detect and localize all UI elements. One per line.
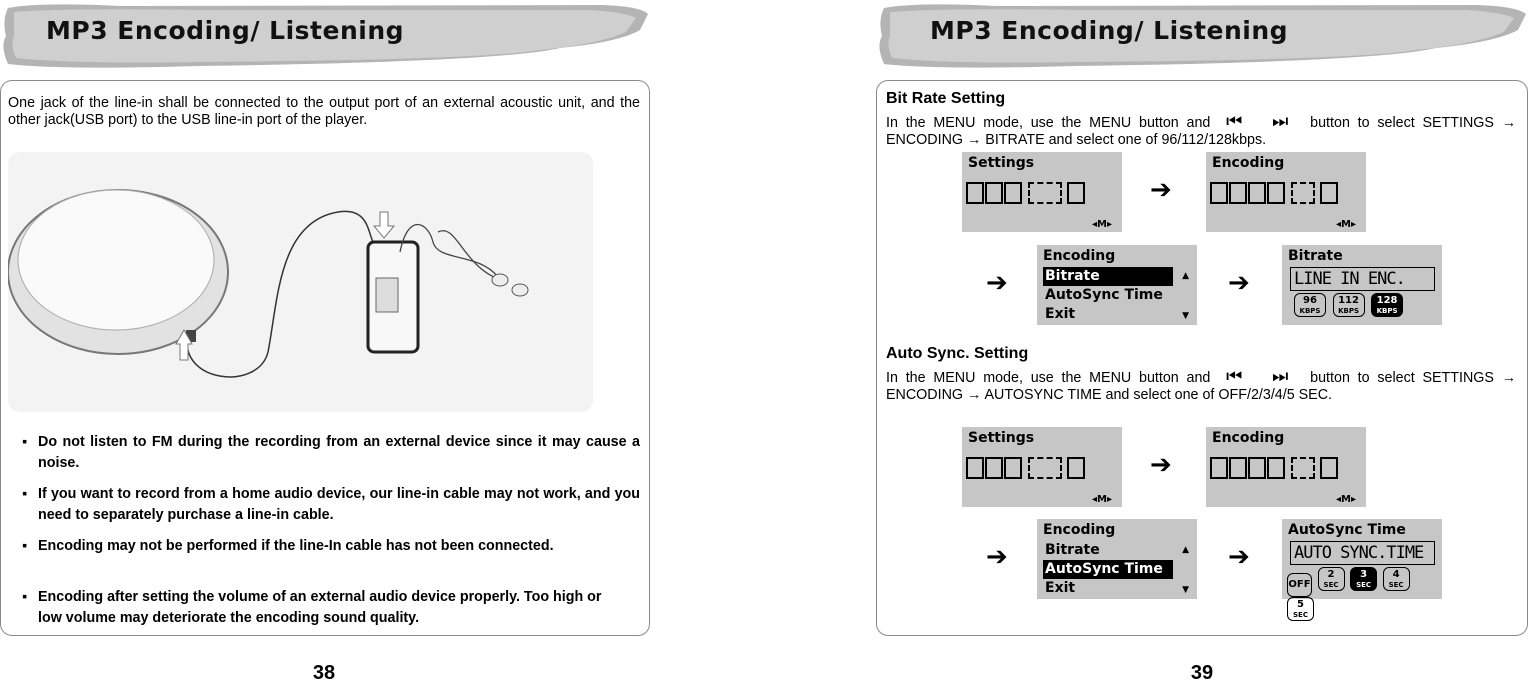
bitrate-option-selected <box>1371 293 1403 317</box>
left-banner-title: MP3 Encoding/ Listening <box>46 16 405 45</box>
prev-track-icon: ⏮ <box>1226 366 1243 386</box>
display-icon <box>1248 457 1266 479</box>
level-icon <box>1320 457 1338 479</box>
eq-icon <box>1229 457 1247 479</box>
encoding-icons <box>1210 182 1362 214</box>
display-icon <box>1248 182 1266 204</box>
back-icon <box>1210 457 1228 479</box>
screen-title: Encoding <box>1043 522 1116 538</box>
settings-screen <box>962 152 1122 232</box>
note-text: Encoding may not be performed if the line-In cable has not been connected. <box>38 538 554 554</box>
note-text: If you want to record from a home audio device, our line-in cable may not work, and you need to separately purchase a line-in cable. <box>38 486 640 523</box>
note-item <box>22 536 640 557</box>
arrow-icon: ➔ <box>1150 450 1172 480</box>
page-number-left: 38 <box>312 662 336 684</box>
autosync-value: 4 <box>1392 569 1400 580</box>
autosync-value: 2 <box>1327 569 1335 580</box>
encoding-menu-screen <box>1037 245 1197 325</box>
bitrate-instructions <box>886 113 1516 148</box>
bitrate-text-a: In the MENU mode, use the MENU button and <box>886 115 1211 131</box>
scroll-up-icon: ▲ <box>1182 271 1189 281</box>
menu-item-autosync: AutoSync Time <box>1045 287 1163 303</box>
nav-marker: ◂M▸ <box>1092 219 1112 230</box>
autosync-text-a: In the MENU mode, use the MENU button and <box>886 370 1211 386</box>
note-text: Do not listen to FM during the recording from an external device since it may cause a noise. <box>38 434 640 471</box>
autosync-unit: SEC <box>1293 611 1308 619</box>
scroll-up-icon: ▲ <box>1182 545 1189 555</box>
menu-item-bitrate: Bitrate <box>1043 267 1173 286</box>
bitrate-option <box>1333 293 1365 317</box>
bitrate-display: LINE IN ENC. <box>1290 267 1435 291</box>
screen-title: Bitrate <box>1288 248 1343 264</box>
autosync-heading: Auto Sync. Setting <box>886 345 1029 362</box>
autosync-display: AUTO SYNC.TIME <box>1290 541 1435 565</box>
encoding-screen <box>1206 152 1366 232</box>
autosync-option-off <box>1287 573 1312 597</box>
nav-marker: ◂M▸ <box>1336 219 1356 230</box>
arrow-icon: ➔ <box>986 268 1008 298</box>
note-item <box>22 432 640 474</box>
autosync-off-label: OFF <box>1288 579 1311 590</box>
clock-icon <box>1267 182 1285 204</box>
music-note-icon <box>1291 182 1315 204</box>
play-icon <box>966 457 984 479</box>
settings-screen <box>962 427 1122 507</box>
settings-icons <box>966 457 1118 489</box>
bitrate-screen <box>1282 245 1442 325</box>
bitrate-heading: Bit Rate Setting <box>886 90 1006 107</box>
connection-diagram <box>8 152 593 412</box>
menu-item-bitrate: Bitrate <box>1045 542 1100 558</box>
arrow-icon: ➔ <box>986 542 1008 572</box>
menu-item-exit: Exit <box>1045 306 1076 322</box>
screen-title: Settings <box>968 430 1035 446</box>
bitrate-unit: KBPS <box>1299 307 1321 315</box>
scroll-down-icon: ▼ <box>1182 585 1189 595</box>
encoding-menu <box>1043 541 1191 598</box>
autosync-option-selected <box>1350 567 1377 591</box>
right-banner <box>876 0 1528 74</box>
left-banner <box>0 0 650 74</box>
trash-icon <box>1004 182 1022 204</box>
settings-icons <box>966 182 1118 214</box>
right-banner-title: MP3 Encoding/ Listening <box>930 16 1289 45</box>
autosync-unit: SEC <box>1388 581 1404 589</box>
music-note-icon <box>1291 457 1315 479</box>
autosync-unit: SEC <box>1323 581 1339 589</box>
autosync-value: 5 <box>1297 599 1304 610</box>
mic-icon <box>985 182 1003 204</box>
trash-icon <box>1004 457 1022 479</box>
bullet: ▪ <box>22 486 28 502</box>
bitrate-unit: KBPS <box>1338 307 1359 315</box>
menu-item-autosync: AutoSync Time <box>1043 560 1173 579</box>
next-track-icon: ⏭ <box>1272 111 1289 131</box>
arrow-icon: ➔ <box>1228 268 1250 298</box>
note-item <box>22 587 618 629</box>
encoding-menu-screen <box>1037 519 1197 599</box>
note-item <box>22 484 640 526</box>
autosync-text-b: button to select SETTINGS → ENCODING → AUTOSYNC TIME and select one of OFF/2/3/4/5 SEC. <box>886 370 1517 403</box>
autosync-screen <box>1282 519 1442 619</box>
clock-icon <box>1267 457 1285 479</box>
back-icon <box>1210 182 1228 204</box>
level-icon <box>1320 182 1338 204</box>
menu-item-exit: Exit <box>1045 580 1076 596</box>
screen-title: Settings <box>968 155 1035 171</box>
encoding-screen <box>1206 427 1366 507</box>
encoding-icons <box>1210 457 1362 489</box>
bitrate-value: 112 <box>1338 295 1359 306</box>
screen-title: Encoding <box>1043 248 1116 264</box>
autosync-option <box>1287 597 1314 621</box>
line-in-connection-illustration <box>8 152 593 412</box>
exit-icon <box>1067 182 1085 204</box>
screen-title: AutoSync Time <box>1288 522 1406 538</box>
arrow-icon: ➔ <box>1150 175 1172 205</box>
bullet: ▪ <box>22 434 28 450</box>
autosync-option <box>1318 567 1345 591</box>
nav-marker: ◂M▸ <box>1336 494 1356 505</box>
eq-icon <box>1229 182 1247 204</box>
autosync-option <box>1383 567 1410 591</box>
bitrate-text-b: button to select SETTINGS → ENCODING → BITRATE and select one of 96/112/128kbps. <box>886 115 1517 148</box>
intro-text: One jack of the line-in shall be connected to the output port of an external acoustic unit, and the other jack(USB port) to the USB line-in port of the player. <box>8 95 640 128</box>
page-number-right: 39 <box>1190 662 1214 684</box>
prev-track-icon: ⏮ <box>1226 111 1243 131</box>
next-track-icon: ⏭ <box>1272 366 1289 386</box>
bitrate-option <box>1294 293 1326 317</box>
bullet: ▪ <box>22 538 28 554</box>
bullet: ▪ <box>22 589 28 605</box>
bitrate-unit: KBPS <box>1376 307 1398 315</box>
screen-title: Encoding <box>1212 430 1285 446</box>
bitrate-value: 128 <box>1376 295 1398 306</box>
bitrate-options <box>1294 293 1405 317</box>
encoding-menu <box>1043 267 1191 324</box>
nav-marker: ◂M▸ <box>1092 494 1112 505</box>
autosync-options <box>1287 567 1442 621</box>
tools-icon <box>1028 182 1062 204</box>
exit-icon <box>1067 457 1085 479</box>
arrow-icon: ➔ <box>1228 542 1250 572</box>
autosync-instructions <box>886 368 1516 403</box>
scroll-down-icon: ▼ <box>1182 311 1189 321</box>
bitrate-value: 96 <box>1303 295 1317 306</box>
autosync-unit: SEC <box>1356 581 1372 589</box>
mic-icon <box>985 457 1003 479</box>
tools-icon <box>1028 457 1062 479</box>
screen-title: Encoding <box>1212 155 1285 171</box>
note-text: Encoding after setting the volume of an external audio device properly. Too high or low volume may deteriorate the encoding sound quality. <box>38 589 602 626</box>
play-icon <box>966 182 984 204</box>
autosync-value: 3 <box>1360 569 1368 580</box>
